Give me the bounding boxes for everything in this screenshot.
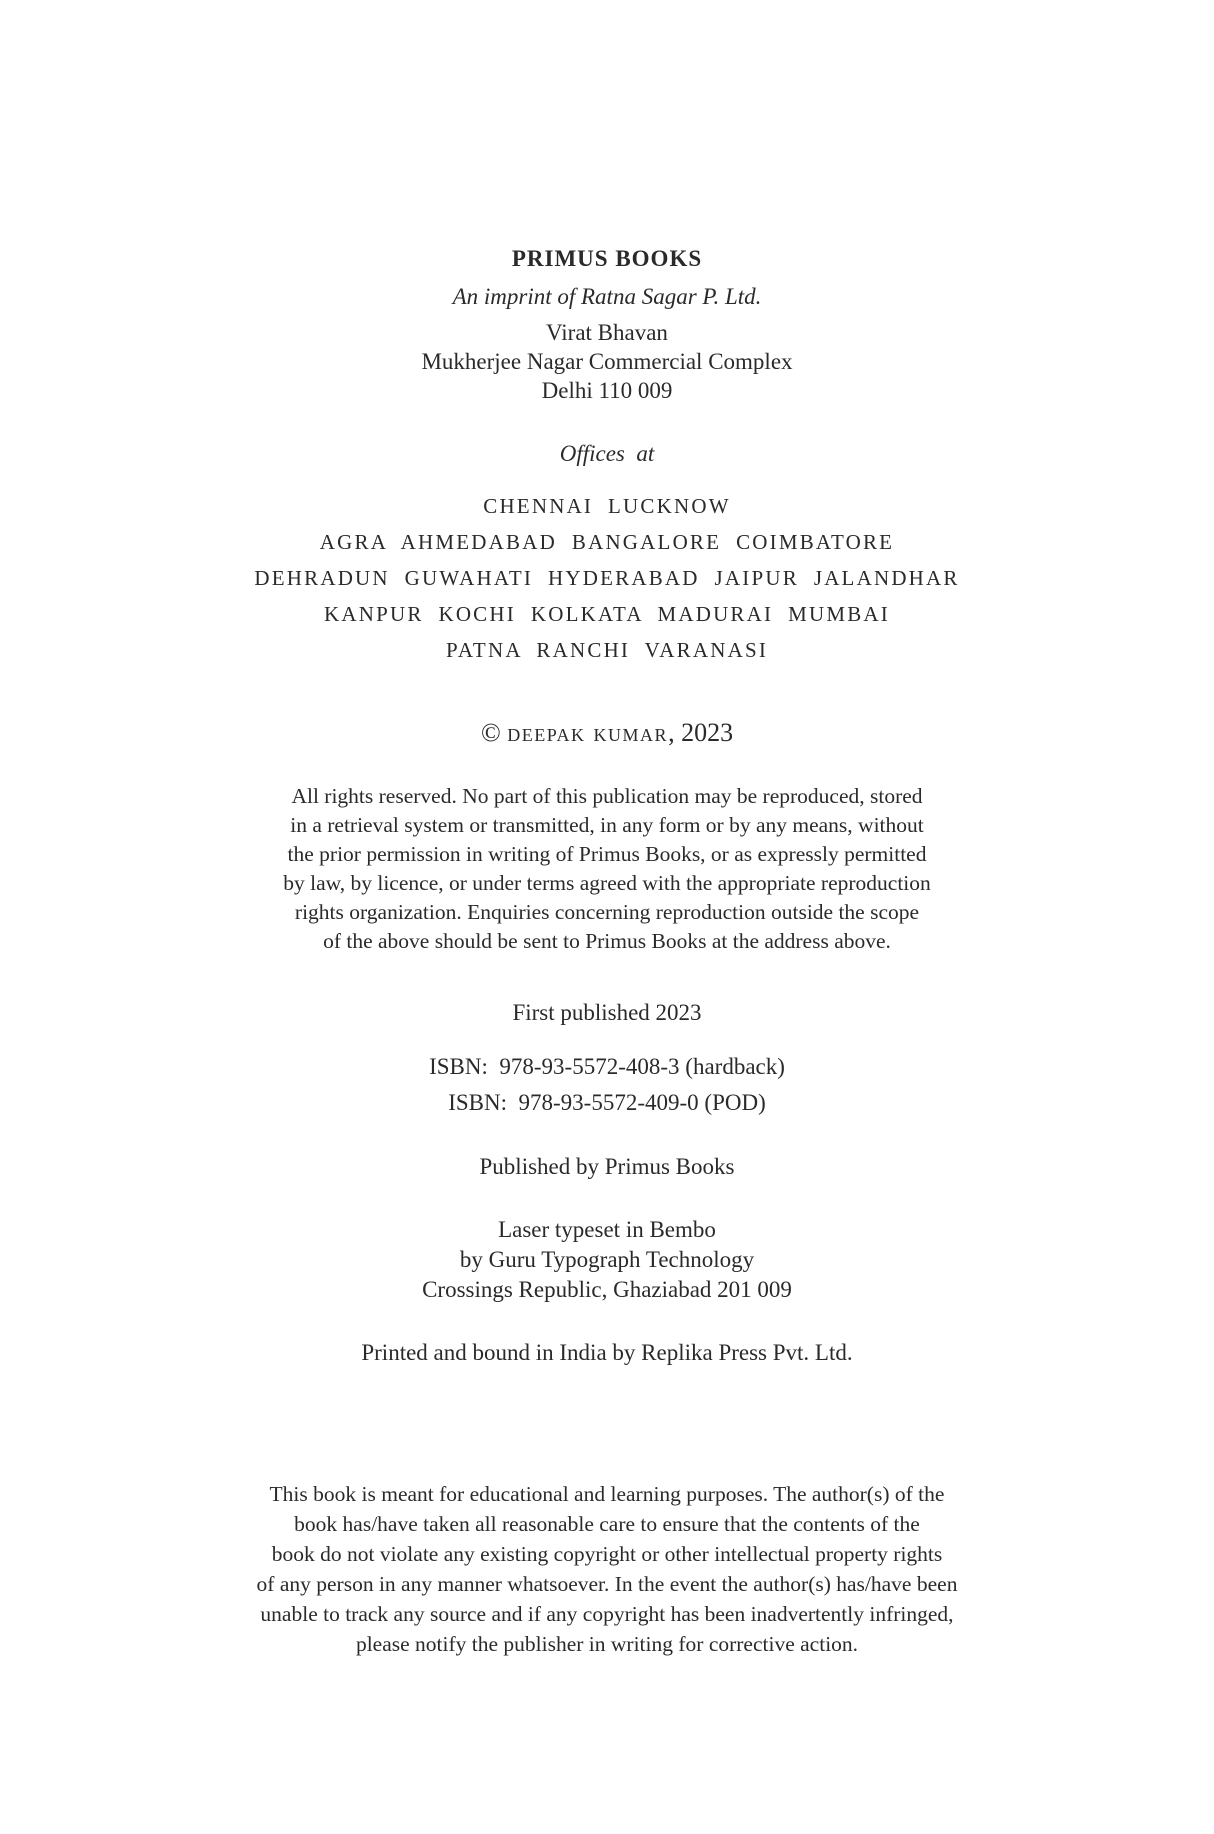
rights-notice-line: All rights reserved. No part of this publication may be reproduced, stored: [291, 784, 923, 808]
address-line: Virat Bhavan: [546, 320, 668, 345]
office-cities-line: KANPUR KOCHI KOLKATA MADURAI MUMBAI: [324, 602, 890, 626]
rights-notice-line: the prior permission in writing of Primus Books, or as expressly permitted: [287, 842, 927, 866]
disclaimer-line: book do not violate any existing copyright or other intellectual property rights: [271, 1542, 943, 1566]
typeset-line: Crossings Republic, Ghaziabad 201 009: [422, 1277, 792, 1302]
disclaimer-line: book has/have taken all reasonable care to ensure that the contents of the: [294, 1512, 920, 1536]
published-by: Published by Primus Books: [479, 1154, 735, 1179]
offices-heading: Offices at: [559, 441, 655, 466]
copyright-year: , 2023: [668, 718, 734, 747]
copyright-line: [0, 718, 1214, 748]
disclaimer-line: please notify the publisher in writing for corrective action.: [355, 1632, 859, 1656]
first-published: First published 2023: [512, 1000, 702, 1025]
disclaimer-line: This book is meant for educational and learning purposes. The author(s) of the: [269, 1482, 945, 1506]
office-cities-line: DEHRADUN GUWAHATI HYDERABAD JAIPUR JALANDHAR: [254, 566, 960, 590]
office-cities-line: PATNA RANCHI VARANASI: [445, 638, 769, 662]
publisher-imprint: An imprint of Ratna Sagar P. Ltd.: [452, 284, 762, 309]
isbn-hardback: ISBN: 978-93-5572-408-3 (hardback): [429, 1054, 785, 1079]
disclaimer-line: of any person in any manner whatsoever. In the event the author(s) has/have been: [256, 1572, 958, 1596]
copyright-symbol: ©: [480, 718, 501, 747]
address-line: Delhi 110 009: [541, 378, 673, 403]
rights-notice-line: rights organization. Enquiries concerning reproduction outside the scope: [294, 900, 920, 924]
printed-by: Printed and bound in India by Replika Press Pvt. Ltd.: [361, 1340, 853, 1365]
office-cities-line: AGRA AHMEDABAD BANGALORE COIMBATORE: [319, 530, 895, 554]
disclaimer-line: unable to track any source and if any copyright has been inadvertently infringed,: [260, 1602, 954, 1626]
rights-notice-line: in a retrieval system or transmitted, in any form or by any means, without: [290, 813, 924, 837]
publisher-name: PRIMUS BOOKS: [511, 246, 703, 271]
address-line: Mukherjee Nagar Commercial Complex: [421, 349, 793, 374]
office-cities-line: CHENNAI LUCKNOW: [483, 494, 731, 518]
isbn-pod: ISBN: 978-93-5572-409-0 (POD): [448, 1090, 766, 1115]
copyright-author: deepak kumar: [507, 718, 669, 747]
rights-notice-line: by law, by licence, or under terms agreed with the appropriate reproduction: [283, 871, 931, 895]
rights-notice-line: of the above should be sent to Primus Books at the address above.: [323, 929, 891, 953]
typeset-line: Laser typeset in Bembo: [498, 1217, 716, 1242]
typeset-line: by Guru Typograph Technology: [459, 1247, 755, 1272]
